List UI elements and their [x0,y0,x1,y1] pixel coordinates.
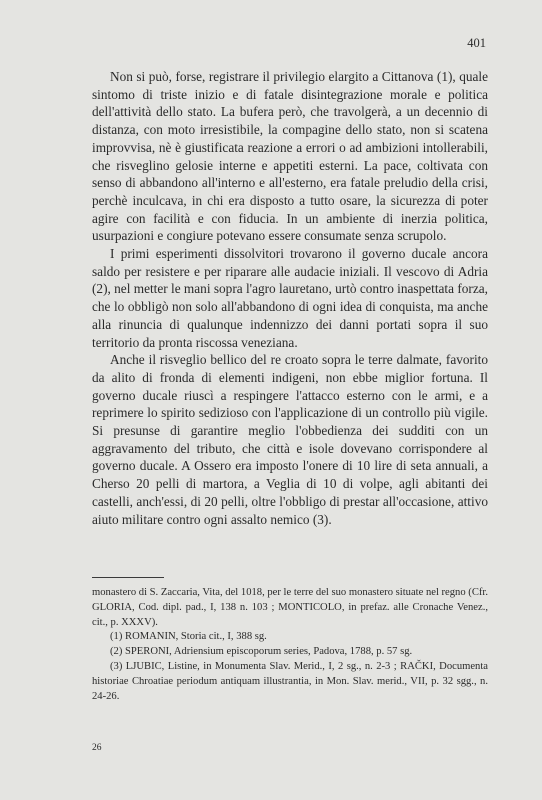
paragraph-3: Anche il risveglio bellico del re croato sopra le terre dalmate, favorito da alito di fronda di elementi indigeni, non ebbe miglior fortuna. Il governo ducale riuscì a respingere l'attacco esterno con le armi, e a reprimere lo spirito sedizioso con l'applicazione di un controllo più vigile. Si presunse di garantire meglio l'obbedienza dei sudditi con un aggravamento del tributo, che città e isole dovevano corrispondere al governo ducale. A Ossero era imposto l'onere di 10 lire di seta annuali, a Cherso 20 pelli di martora, a Veglia di 10 di volpe, agli abitanti dei castelli, anch'essi, di 20 pelli, oltre l'obbligo di prestar all'occasione, attivo aiuto militare contro ogni assalto nemico (3). [92,352,488,527]
footnotes [92,586,488,704]
footnote-2: (2) SPERONI, Adriensium episcoporum series, Padova, 1788, p. 57 sg. [110,646,413,658]
footnote-rule [92,577,164,578]
page-number: 401 [467,36,486,50]
footnote-3: (3) LJUBIC, Listine, in Monumenta Slav. Merid., I, 2 sg., n. 2-3 ; RAČKI, Documenta historiae Chroatiae periodum antiquam illustrantia, in Mon. Slav. merid., VII, p. 32 sgg., n. 24-26. [92,660,488,702]
footnote-continuation: monastero di S. Zaccaria, Vita, del 1018, per le terre del suo monastero situate nel regno (Cfr. GLORIA, Cod. dipl. pad., I, 138 n. 103 ; MONTICOLO, in prefaz. alle Cronache Venez., cit., p. XXXV). [92,587,489,628]
main-text [92,68,488,528]
footnote-1: (1) ROMANIN, Storia cit., I, 388 sg. [110,631,267,643]
signature-mark: 26 [92,743,102,753]
paragraph-1: Non si può, forse, registrare il privilegio elargito a Cittanova (1), quale sintomo di triste inizio e di fatale disintegrazione morale e politica dell'attività dello stato. La bufera però, che travolgerà, a un decennio di distanza, con moto irresistibile, la compagine dello stato, non si scatena improvvisa, nè è giustificata reazione a errori o ad ambizioni intollerabili, che risveglino gelosie interne e appetiti esterni. La pace, coltivata con senso di abbandono all'interno e all'esterno, era fatale preludio della crisi, perchè inculcava, in chi era disposto a tutto osare, la sicurezza di poter agire con facilità e con fiducia. In un ambiente di inerzia politica, usurpazioni e congiure potevano essere consumate senza scrupolo. [92,69,488,244]
paragraph-2: I primi esperimenti dissolvitori trovarono il governo ducale ancora saldo per resistere e per riparare alle audacie iniziali. Il vescovo di Adria (2), nel metter le mani sopra l'agro lauretano, urtò contro inaspettata forza, che lo obbligò non solo all'abbandono di ogni idea di conquista, ma anche alla rinuncia di qualunque indennizzo dei danni portati sopra il suo territorio da pronta riscossa veneziana. [92,246,488,350]
